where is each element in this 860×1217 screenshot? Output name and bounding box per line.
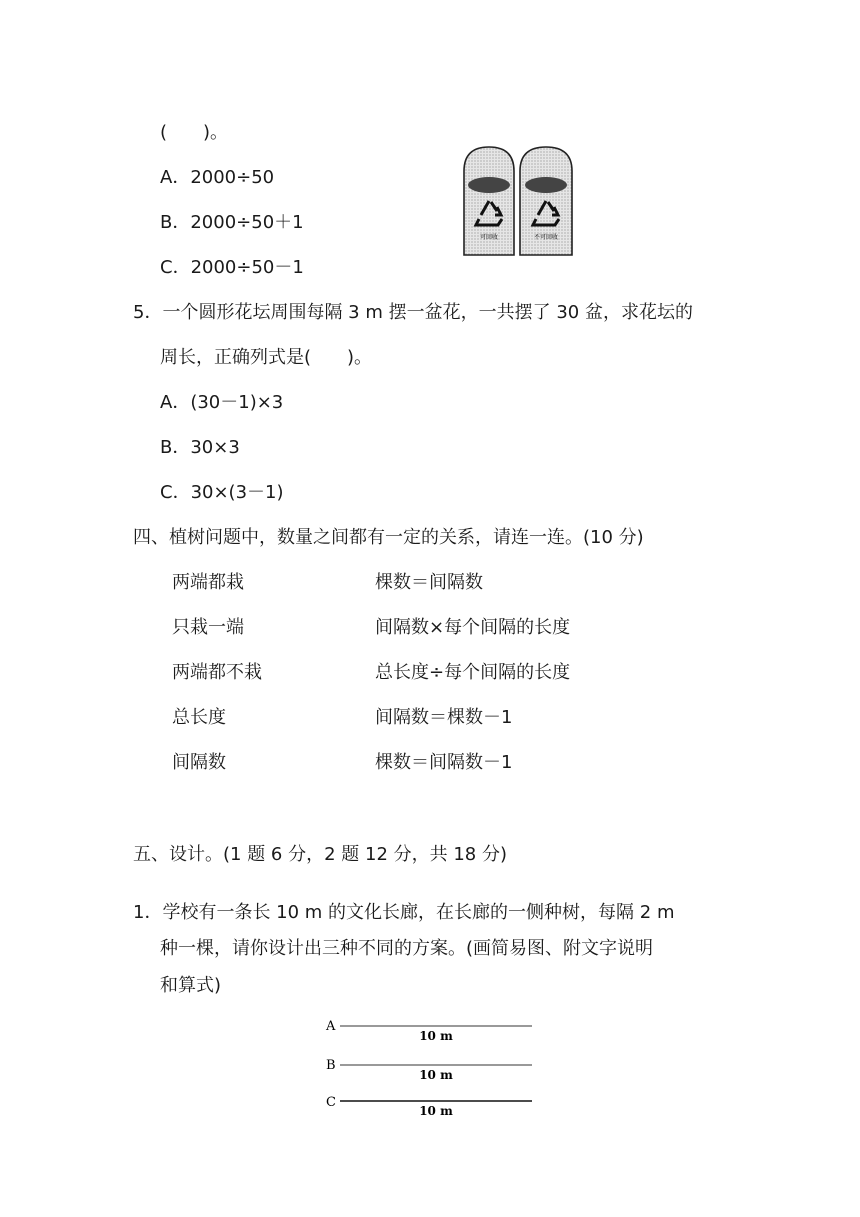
match-right-item: 间隔数×每个间隔的长度	[375, 617, 571, 638]
match-left-item: 间隔数	[172, 752, 226, 773]
match-left-item: 只栽一端	[172, 617, 244, 638]
match-left-item: 总长度	[172, 707, 226, 728]
corridor-diagram	[322, 1016, 536, 1122]
q4-option-b: B．2000÷50＋1	[160, 212, 304, 233]
length-label: 10 m	[419, 1068, 453, 1082]
q5-line-2: 周长，正确列式是( )。	[160, 347, 373, 368]
match-left-item: 两端都不栽	[172, 662, 262, 683]
s5-q1-line-3: 和算式)	[160, 975, 222, 996]
non-recyclable-bin	[520, 147, 572, 255]
q4-answer-paren: ( )。	[160, 122, 229, 143]
s5-q1-line-2: 种一棵，请你设计出三种不同的方案。(画简易图、附文字说明	[160, 938, 654, 959]
q5-option-c: C．30×(3－1)	[160, 482, 284, 503]
corridor-row-c	[326, 1095, 532, 1118]
q4-option-c: C．2000÷50－1	[160, 257, 304, 278]
s5-q1-line-1: 1．学校有一条长 10 m 的文化长廊，在长廊的一侧种树，每隔 2 m	[133, 902, 675, 923]
section-5-heading: 五、设计。(1 题 6 分，2 题 12 分，共 18 分)	[133, 844, 507, 865]
recycling-bins-illustration	[462, 145, 584, 257]
match-left-item: 两端都栽	[172, 572, 244, 593]
non-recyclable-label: 不可回收	[533, 234, 559, 241]
q5-line-1: 5．一个圆形花坛周围每隔 3 m 摆一盆花，一共摆了 30 盆，求花坛的	[133, 302, 693, 323]
corridor-row-a	[325, 1019, 532, 1043]
match-right-item: 总长度÷每个间隔的长度	[375, 662, 571, 683]
row-label: A	[326, 1019, 336, 1034]
match-right-item: 间隔数＝棵数－1	[375, 707, 513, 728]
section-4-heading: 四、植树问题中，数量之间都有一定的关系，请连一连。(10 分)	[133, 527, 644, 548]
match-right-item: 棵数＝间隔数－1	[375, 752, 513, 773]
q5-option-b: B．30×3	[160, 437, 240, 458]
recyclable-label: 可回收	[479, 234, 499, 241]
length-label: 10 m	[419, 1104, 453, 1118]
match-right-item: 棵数＝间隔数	[375, 572, 483, 593]
row-label: B	[326, 1058, 336, 1073]
recyclable-bin	[464, 147, 514, 255]
length-label: 10 m	[419, 1029, 453, 1043]
row-label: C	[326, 1095, 336, 1110]
q4-option-a: A．2000÷50	[160, 167, 275, 188]
q5-option-a: A．(30－1)×3	[160, 392, 284, 413]
corridor-row-b	[326, 1058, 532, 1082]
